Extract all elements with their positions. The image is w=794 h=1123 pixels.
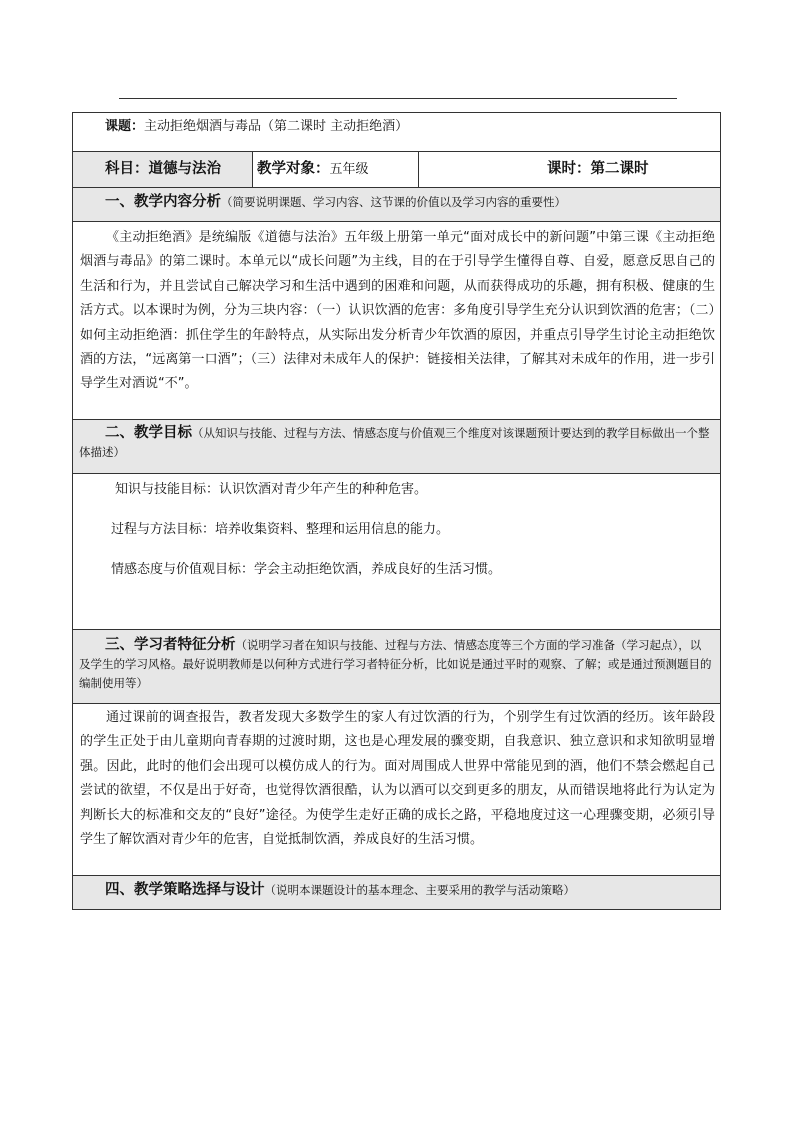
section-2-body-row (73, 474, 721, 630)
section-2-header-row (73, 420, 721, 474)
goal-knowledge: 知识与技能目标：认识饮酒对青少年产生的种种危害。 (115, 482, 428, 497)
section-3-note: （说明学习者在知识与技能、过程与方法、情感态度等三个方面的学习准备（学习起点），以及学生的学习风格。最好说明教师是以何种方式进行学习者特征分析，比如说是通过平时的观察、了解；或是通过预测题目的编制使用等） (79, 638, 712, 690)
header-rule (119, 98, 677, 99)
section-4-note: （说明本课题设计的基本理念、主要采用的教学与活动策略） (264, 883, 575, 897)
goal-attitude: 情感态度与价值观目标：学会主动拒绝饮酒，养成良好的生活习惯。 (111, 562, 502, 577)
title-label: 课题： (105, 119, 145, 134)
period-text: 课时：第二课时 (547, 161, 649, 177)
section-1-body: 《主动拒绝酒》是统编版《道德与法治》五年级上册第一单元“面对成长中的新问题”中第三课《主动拒绝烟酒与毒品》的第二课时。本单元以“成长问题”为主线，目的在于引导学生懂得自尊、自爱，愿意反思自己的生活和行为，并且尝试自己解决学习和生活中遇到的困难和问题，从而获得成功的乐趣，拥有积极、健康的生活方式。以本课时为例，分为三块内容：（一）认识饮酒的危害：多角度引导学生充分认识到饮酒的危害；（二）如何主动拒绝酒：抓住学生的年龄特点，从实际出发分析青少年饮酒的原因，并重点引导学生讨论主动拒绝饮酒的方法，“远离第一口酒”；（三）法律对未成年人的保护：链接相关法律，了解其对未成年的作用，进一步引导学生对酒说“不”。 (73, 222, 721, 420)
title-row (73, 113, 721, 152)
section-1-note: （简要说明课题、学习内容、这节课的价值以及学习内容的重要性） (221, 195, 566, 209)
section-2-note: （从知识与技能、过程与方法、情感态度与价值观三个维度对该课题预计要达到的教学目标做出一个整体描述） (79, 426, 710, 459)
subject-text: 科目：道德与法治 (105, 161, 221, 177)
audience-value: 五年级 (329, 162, 369, 177)
section-3-header-row (73, 630, 721, 704)
section-3-header (73, 630, 721, 704)
subject-row (73, 152, 721, 188)
section-3-body-row (73, 704, 721, 876)
period-cell (419, 152, 721, 188)
section-4-header-row (73, 876, 721, 910)
section-2-heading: 二、教学目标 (105, 425, 192, 441)
goal-process: 过程与方法目标：培养收集资料、整理和运用信息的能力。 (111, 522, 450, 537)
section-3-body: 通过课前的调查报告，教者发现大多数学生的家人有过饮酒的行为，个别学生有过饮酒的经历。该年龄段的学生正处于由儿童期向青春期的过渡时期，这也是心理发展的骤变期，自我意识、独立意识和求知欲明显增强。因此，此时的他们会出现可以模仿成人的行为。面对周围成人世界中常能见到的酒，他们不禁会燃起自己尝试的欲望，不仅是出于好奇，也觉得饮酒很酷，认为以酒可以交到更多的朋友，从而错误地将此行为认定为判断长大的标准和交友的“良好”途径。为使学生走好正确的成长之路，平稳地度过这一心理骤变期，必须引导学生了解饮酒对青少年的危害，自觉抵制饮酒，养成良好的生活习惯。 (73, 704, 721, 876)
lesson-plan-table (72, 112, 721, 910)
subject-cell (73, 152, 253, 188)
section-1-header (73, 188, 721, 222)
section-3-heading: 三、学习者特征分析 (105, 637, 236, 653)
section-1-heading: 一、教学内容分析 (105, 194, 221, 210)
section-1-body-row (73, 222, 721, 420)
section-1-header-row (73, 188, 721, 222)
audience-cell (253, 152, 419, 188)
section-4-heading: 四、教学策略选择与设计 (105, 882, 265, 898)
section-2-goals (73, 474, 721, 630)
section-2-header (73, 420, 721, 474)
audience-label: 教学对象： (257, 161, 330, 177)
title-value: 主动拒绝烟酒与毒品（第二课时 主动拒绝酒） (144, 119, 409, 134)
section-4-header (73, 876, 721, 910)
title-cell (73, 113, 721, 152)
